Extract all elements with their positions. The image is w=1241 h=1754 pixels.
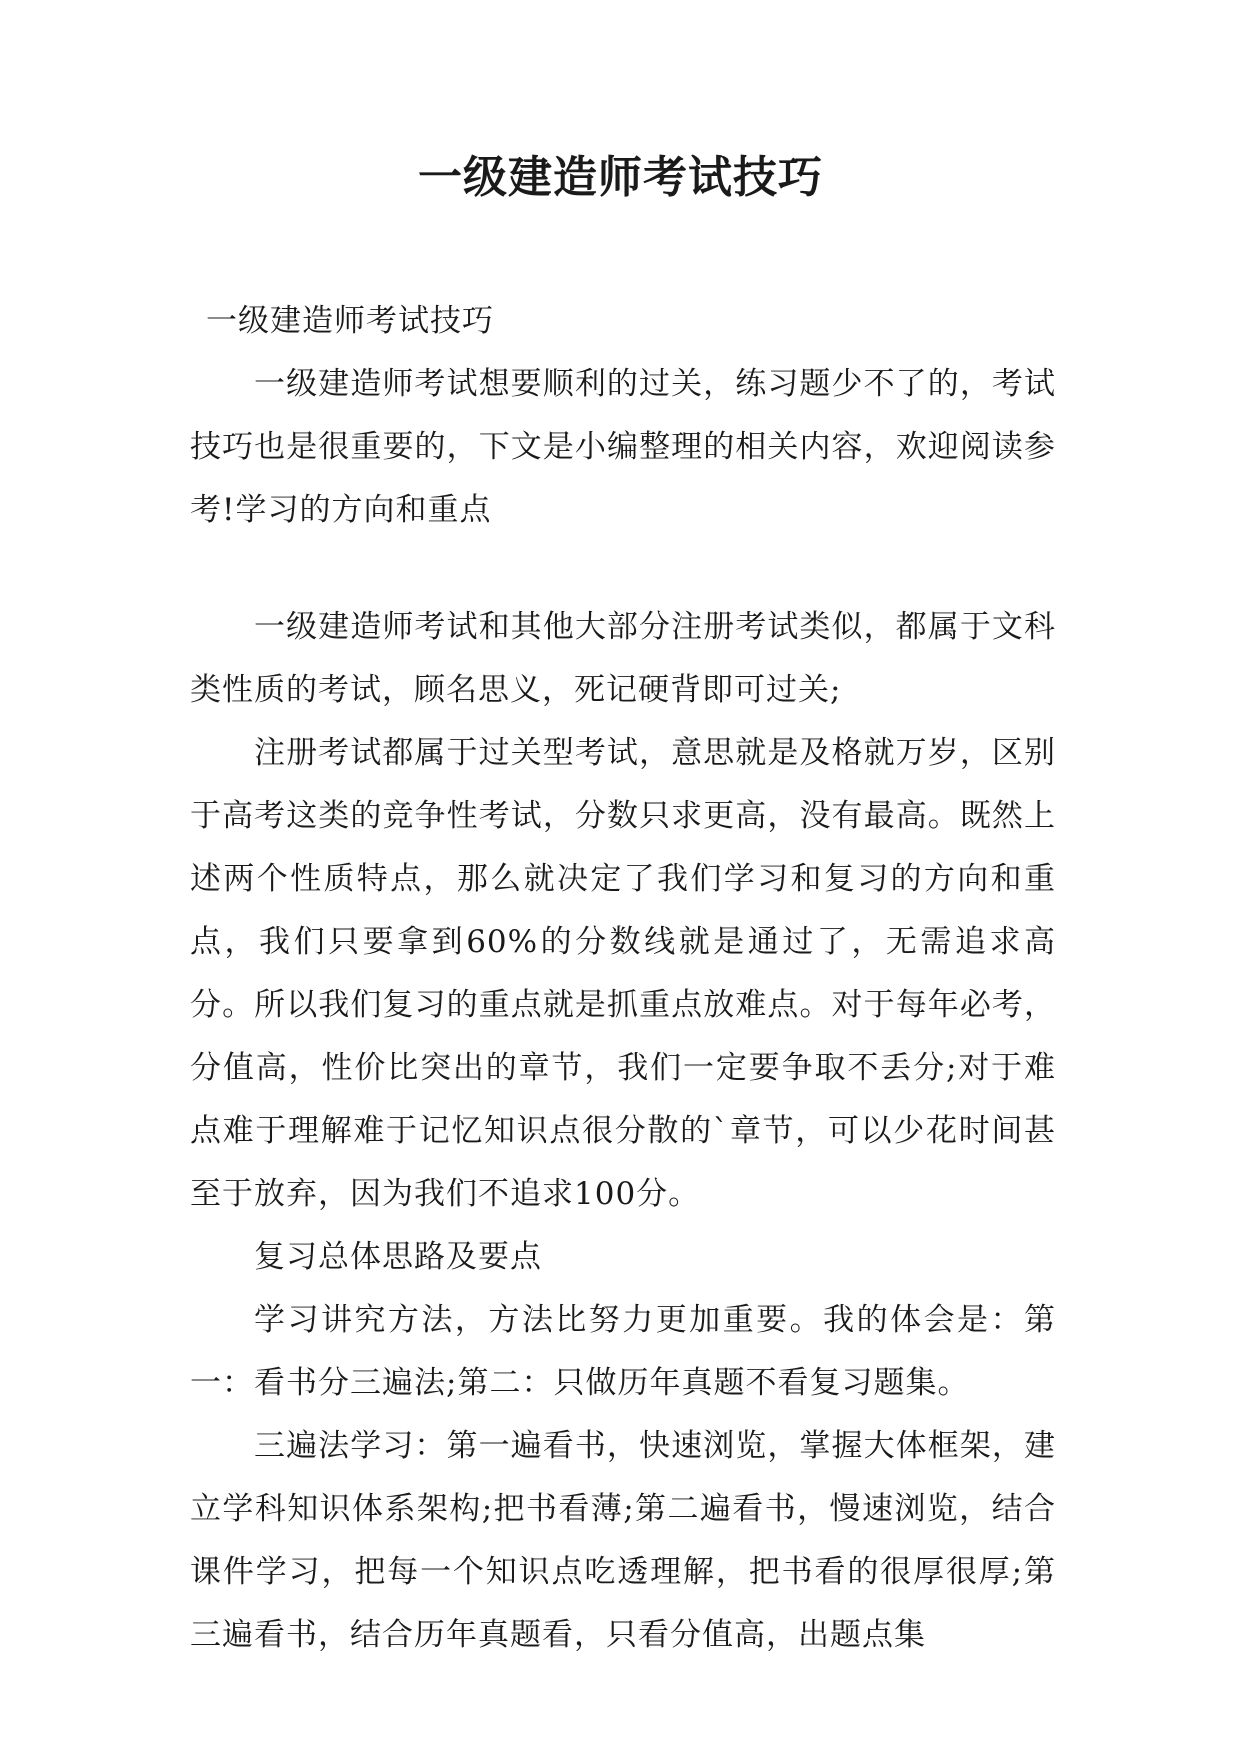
paragraph-gap — [190, 542, 1056, 596]
document-title: 一级建造师考试技巧 — [418, 152, 823, 203]
paragraph-study-focus: 注册考试都属于过关型考试，意思就是及格就万岁，区别于高考这类的竞争性考试，分数只求更高，没有最高。既然上述两个性质特点，那么就决定了我们学习和复习的方向和重点，我们只要拿到60%的分数线就是通过了，无需追求高分。所以我们复习的重点就是抓重点放难点。对于每年必考，分值高，性价比突出的章节，我们一定要争取不丢分;对于难点难于理解难于记忆知识点很分散的`章节，可以少花时间甚至于放弃，因为我们不追求100分。 — [190, 735, 1056, 1212]
document-subtitle: 一级建造师考试技巧 — [206, 303, 494, 339]
paragraph-three-pass: 三遍法学习：第一遍看书，快速浏览，掌握大体框架，建立学科知识体系架构;把书看薄;第二遍看书，慢速浏览，结合课件学习，把每一个知识点吃透理解，把书看的很厚很厚;第三遍看书，结合历年真题看，只看分值高，出题点集 — [190, 1428, 1056, 1653]
paragraph-exam-nature: 一级建造师考试和其他大部分注册考试类似，都属于文科类性质的考试，顾名思义，死记硬背即可过关; — [190, 609, 1056, 708]
paragraph-method: 学习讲究方法，方法比努力更加重要。我的体会是：第一：看书分三遍法;第二：只做历年真题不看复习题集。 — [190, 1302, 1056, 1401]
section-heading-review: 复习总体思路及要点 — [254, 1239, 542, 1275]
document-body — [190, 290, 1056, 1667]
paragraph-intro: 一级建造师考试想要顺利的过关，练习题少不了的，考试技巧也是很重要的，下文是小编整理的相关内容，欢迎阅读参考!学习的方向和重点 — [190, 366, 1056, 528]
